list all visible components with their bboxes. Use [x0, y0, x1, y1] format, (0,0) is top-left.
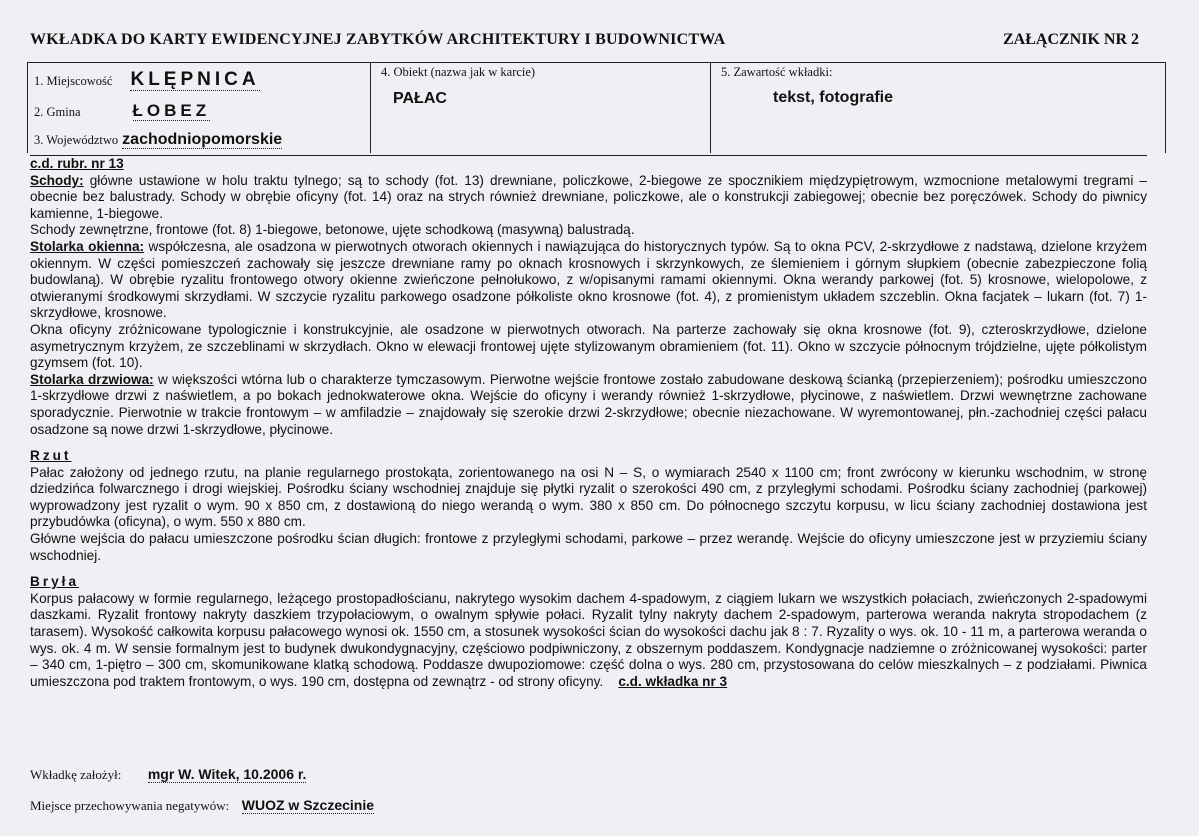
drzwiowa-label: Stolarka drzwiowa: [30, 371, 154, 387]
header-fields-table [27, 62, 1166, 153]
author-label: Wkładkę założył: [30, 767, 122, 782]
miejscowosc-row [34, 69, 260, 91]
wojewodztwo-row [34, 131, 282, 149]
drzwiowa-paragraph [30, 372, 1147, 438]
schody-text: główne ustawione w holu traktu tylnego; są to schody (fot. 13) drewniane, policzkowe, 2-biegowe ze spocznikiem międzypiętrowym, wzmocnione metalowymi tregrami – obecnie bez balustrady. Schody w obrębie oficyny (fot. 14) oraz na strych również drewniane, policzkowe, ale o konstrukcji zabiegowej; obecnie bez poręczówek. Schody do piwnicy kamienne, 1-biegowe. [30, 172, 1147, 221]
bryla-heading: Bryła [30, 574, 80, 590]
author-value: mgr W. Witek, 10.2006 r. [147, 766, 307, 782]
rzut-paragraph-1: Pałac założony od jednego rzutu, na planie regularnego prostokąta, zorientowanego na osi N – S, o wymiarach 2540 x 1100 cm; front zwrócony w kierunku wschodnim, w stronę dziedzińca folwarcznego i drogi wiejskiej. Pośrodku ściany wschodniej znajduje się płytki ryzalit o szerokości 490 cm, z przyległymi schodami. Pośrodku ściany zachodniej (parkowej) wyprowadzony jest ryzalit o wym. 90 x 850 cm, z dostawioną do niego werandą o wym. 380 x 850 cm. Do północnego szczytu korpusu, w licu ściany zachodniej dostawiona jest przybudówka (oficyna), o wym. 550 x 880 cm. [30, 464, 1147, 530]
bryla-text: Korpus pałacowy w formie regularnego, leżącego prostopadłościanu, nakrytego wysokim dachem 4-spadowym, z ciągiem lukarn we wszystkich połaciach, zwieńczonych 2-spadowymi daszkami. Ryzalit frontowy nakryty daszkiem trzypołaciowym, o owalnym spływie połaci. Ryzalit tylny nakryty dachem 2-spadowym, parterowa weranda nakryta stropodachem (z tarasem). Wysokość całkowita korpusu pałacowego wynosi ok. 1550 cm, a stosunek wysokości ścian do wysokości dachu jak 8 : 7. Ryzality o wys. ok. 10 - 11 m, a parterowa weranda o wys. ok. 4 m. W sensie formalnym jest to budynek dwukondygnacyjny, częściowo podpiwniczony, z obszernym poddaszem. Kondygnacje nadziemne o zróżnicowanej wysokości: parter – 340 cm, 1-piętro – 300 cm, skomunikowane klatką schodową. Poddasze dwupoziomowe: część dolna o wys. 280 cm, przystosowana do celów mieszkalnych – z podziałami. Piwnica umieszczona pod traktem frontowym, o wys. 190 cm, dostępna od zewnątrz - od strony oficyny. [30, 590, 1147, 689]
zawartosc-value: tekst, fotografie [773, 89, 894, 106]
author-row [30, 766, 306, 783]
schody-paragraph [30, 173, 1147, 223]
content-cell [710, 63, 1165, 153]
okienna-paragraph [30, 239, 1147, 322]
zawartosc-label: 5. Zawartość wkładki: [721, 65, 833, 79]
wojewodztwo-value: zachodniopomorskie [122, 131, 283, 148]
annex-number: ZAŁĄCZNIK NR 2 [1002, 31, 1139, 48]
gmina-value: ŁOBEZ [132, 101, 211, 120]
continuation-note: c.d. wkładka nr 3 [618, 673, 728, 689]
document-title: WKŁADKA DO KARTY EWIDENCYJNEJ ZABYTKÓW ARCHITEKTURY I BUDOWNICTWA [30, 31, 726, 48]
miejscowosc-value: KLĘPNICA [130, 69, 260, 90]
schody-label: Schody: [30, 172, 84, 188]
oficyna-windows-paragraph [30, 322, 1147, 372]
obiekt-label: 4. Obiekt (nazwa jak w karcie) [381, 65, 536, 79]
rzut-paragraph-2: Główne wejścia do pałacu umieszczone pośrodku ścian długich: frontowe z przyległymi schodami, parkowe – przez werandę. Wejście do oficyny umieszczone jest w przyziemiu ściany wschodniej. [30, 531, 1147, 563]
oficyna-windows-text: Okna oficyny zróżnicowane typologicznie i konstrukcyjnie, ale osadzone w pierwotnych otworach. Na parterze zachowały się okna krosnowe (fot. 9), czteroskrzydłowe, dzielone asymetrycznym krzyżem, ze szczeblinami w skrzydłach. Okno w elewacji frontowej ujęte stylizowanym obramieniem (fot. 11). Okno w szczycie północnym trójdzielne, ujęte półkolistym gzymsem (fot. 10). [30, 321, 1147, 371]
schody-external-text: Schody zewnętrzne, frontowe (fot. 8) 1-biegowe, betonowe, ujęte schodkową (masywną) balustradą. [30, 222, 635, 238]
wojewodztwo-label: 3. Województwo [34, 133, 119, 147]
obiekt-value: PAŁAC [393, 90, 447, 107]
rubric-label: c.d. rubr. nr 13 [30, 156, 124, 171]
location-cell [28, 63, 370, 153]
object-cell [370, 63, 710, 153]
document-body [30, 155, 1147, 690]
okienna-text: współczesna, ale osadzona w pierwotnych otworach okiennych i nawiązująca do historycznych typów. Są to okna PCV, 2-skrzydłowe z nadstawą, dzielone krzyżem okiennym. W części pomieszczeń zachowały się jeszcze drewniane ramy po oknach krosnowych i skrzynkowych, ze ślemieniem i górnym słupkiem (obecnie zabezpieczone folią budowlaną). W obrębie ryzalitu frontowego otwory okienne zwieńczone pełnołukowo, z w/opisanymi ramami okiennymi. Okna werandy parkowej (fot. 5) krosnowe, wielopolowe, z otwieranymi środkowymi skrzydłami. W szczycie ryzalitu parkowego osadzone półkoliste okno krosnowe (fot. 4), z promienistym układem szczeblin. Okna facjatek – lukarn (fot. 7) 1-skrzydłowe, krosnowe. [30, 238, 1147, 321]
miejscowosc-label: 1. Miejscowość [34, 74, 113, 88]
okienna-label: Stolarka okienna: [30, 238, 145, 254]
rzut-heading: Rzut [30, 448, 72, 464]
bryla-paragraph [30, 591, 1147, 691]
storage-label: Miejsce przechowywania negatywów: [30, 798, 230, 813]
rubric-reference [30, 156, 1147, 173]
schody-external-paragraph [30, 222, 1147, 239]
gmina-row [34, 101, 210, 121]
storage-value: WUOZ w Szczecinie [241, 797, 375, 813]
storage-row [30, 797, 374, 814]
gmina-label: 2. Gmina [34, 105, 81, 119]
drzwiowa-text: w większości wtórna lub o charakterze tymczasowym. Pierwotne wejście frontowe zostało zabudowane deskową ścianką (przepierzeniem); pośrodku umieszczono 1-skrzydłowe drzwi z naświetlem, a po bokach jednokwaterowe okna. Wejście do oficyny i werandy również 1-skrzydłowe, płycinowe, z naświetlem. Drzwi wewnętrzne zachowane sporadycznie. Pierwotnie w trakcie frontowym – w amfiladzie – znajdowały się szerokie drzwi 2-skrzydłowe; obecnie niezachowane. W wyremontowanej, płn.-zachodniej części pałacu osadzone są nowe drzwi 1-skrzydłowe, płycinowe. [30, 371, 1147, 437]
